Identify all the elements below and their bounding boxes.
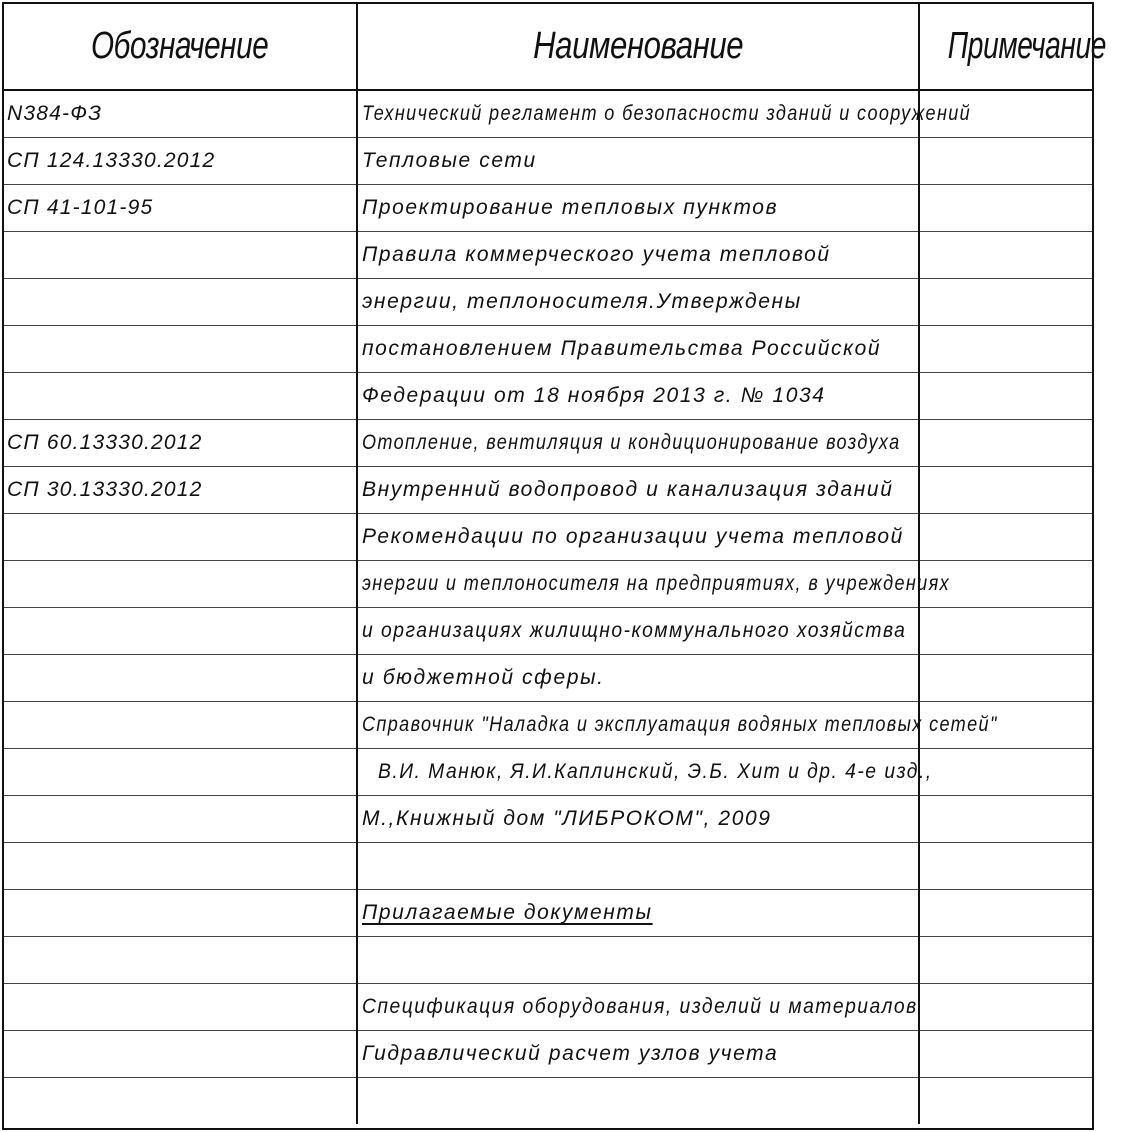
- cell-name: [357, 843, 919, 890]
- table-row: [4, 326, 1092, 373]
- cell-name: [357, 937, 919, 984]
- cell-name: энергии, теплоносителя.Утверждены: [357, 279, 919, 326]
- cell-name: Технический регламент о безопасности зданий и сооружений: [357, 90, 919, 138]
- cell-code: [4, 749, 357, 796]
- table-row: [4, 890, 1092, 937]
- header-designation: Обозначение: [4, 4, 357, 90]
- cell-name: Гидравлический расчет узлов учета: [357, 1031, 919, 1078]
- cell-name: энергии и теплоносителя на предприятиях, в учреждениях: [357, 561, 919, 608]
- cell-note: [919, 185, 1092, 232]
- cell-note: [919, 1031, 1092, 1078]
- table-row: [4, 138, 1092, 185]
- table-row: [4, 373, 1092, 420]
- cell-name: Федерации от 18 ноября 2013 г. № 1034: [357, 373, 919, 420]
- header-name: Наименование: [357, 4, 919, 90]
- cell-code: [4, 561, 357, 608]
- cell-code: [4, 937, 357, 984]
- cell-name: Отопление, вентиляция и кондиционирование воздуха: [357, 420, 919, 467]
- cell-note: [919, 843, 1092, 890]
- cell-note: [919, 890, 1092, 937]
- cell-code: [4, 796, 357, 843]
- table-row: [4, 1078, 1092, 1125]
- cell-code: [4, 232, 357, 279]
- references-table: [4, 4, 1107, 1124]
- table-row: [4, 232, 1092, 279]
- cell-note: [919, 1078, 1092, 1125]
- cell-note: [919, 373, 1092, 420]
- cell-note: [919, 796, 1092, 843]
- table-row: [4, 90, 1092, 138]
- cell-name: постановлением Правительства Российской: [357, 326, 919, 373]
- header-note: Примечание: [919, 4, 1092, 90]
- cell-note: [919, 232, 1092, 279]
- cell-name: Правила коммерческого учета тепловой: [357, 232, 919, 279]
- cell-note: [919, 937, 1092, 984]
- cell-name: Тепловые сети: [357, 138, 919, 185]
- cell-code: [4, 984, 357, 1031]
- table-row: [4, 185, 1092, 232]
- cell-note: [919, 655, 1092, 702]
- table-row: [4, 843, 1092, 890]
- cell-note: [919, 138, 1092, 185]
- cell-code: [4, 279, 357, 326]
- table-row: [4, 467, 1092, 514]
- table-row: [4, 749, 1092, 796]
- cell-note: [919, 608, 1092, 655]
- cell-code: [4, 326, 357, 373]
- cell-code: [4, 1078, 357, 1125]
- table-row: [4, 655, 1092, 702]
- cell-code: N384-ФЗ: [7, 102, 103, 125]
- cell-code: СП 30.13330.2012: [4, 467, 357, 514]
- cell-code: [4, 514, 357, 561]
- cell-name: Внутренний водопровод и канализация зданий: [357, 467, 919, 514]
- cell-note: [919, 420, 1092, 467]
- cell-code: СП 41-101-95: [4, 185, 357, 232]
- cell-name: и организациях жилищно-коммунального хозяйства: [357, 608, 919, 655]
- cell-code: СП 60.13330.2012: [4, 420, 357, 467]
- cell-code: [4, 655, 357, 702]
- table-row: [4, 1031, 1092, 1078]
- cell-note: [919, 467, 1092, 514]
- cell-name: Проектирование тепловых пунктов: [357, 185, 919, 232]
- cell-name-attached-documents-heading: Прилагаемые документы: [357, 890, 919, 937]
- table-row: [4, 279, 1092, 326]
- table-row: [4, 514, 1092, 561]
- references-table-sheet: [2, 2, 1107, 1130]
- cell-note: [919, 984, 1092, 1031]
- cell-code: [4, 702, 357, 749]
- cell-code: [4, 890, 357, 937]
- cell-note: [919, 326, 1092, 373]
- cell-note: [919, 279, 1092, 326]
- table-row: [4, 796, 1092, 843]
- cell-note: [919, 514, 1092, 561]
- cell-code: [4, 608, 357, 655]
- cell-name: [357, 1078, 919, 1125]
- cell-name: Справочник "Наладка и эксплуатация водяных тепловых сетей": [357, 702, 919, 749]
- cell-note: [919, 749, 1092, 796]
- table-row: [4, 420, 1092, 467]
- cell-code: [4, 373, 357, 420]
- cell-code: [4, 1031, 357, 1078]
- cell-name: М.,Книжный дом "ЛИБРОКОМ", 2009: [357, 796, 919, 843]
- cell-name: В.И. Манюк, Я.И.Каплинский, Э.Б. Хит и др. 4-е изд.,: [357, 749, 919, 796]
- cell-code: СП 124.13330.2012: [4, 138, 357, 185]
- table-row: [4, 561, 1092, 608]
- cell-name: Рекомендации по организации учета тепловой: [357, 514, 919, 561]
- table-row: [4, 608, 1092, 655]
- cell-name: Спецификация оборудования, изделий и материалов: [357, 984, 919, 1031]
- table-row: [4, 984, 1092, 1031]
- cell-name: и бюджетной сферы.: [357, 655, 919, 702]
- table-row: [4, 702, 1092, 749]
- table-row: [4, 937, 1092, 984]
- cell-code: [4, 843, 357, 890]
- header-row: [4, 4, 1092, 90]
